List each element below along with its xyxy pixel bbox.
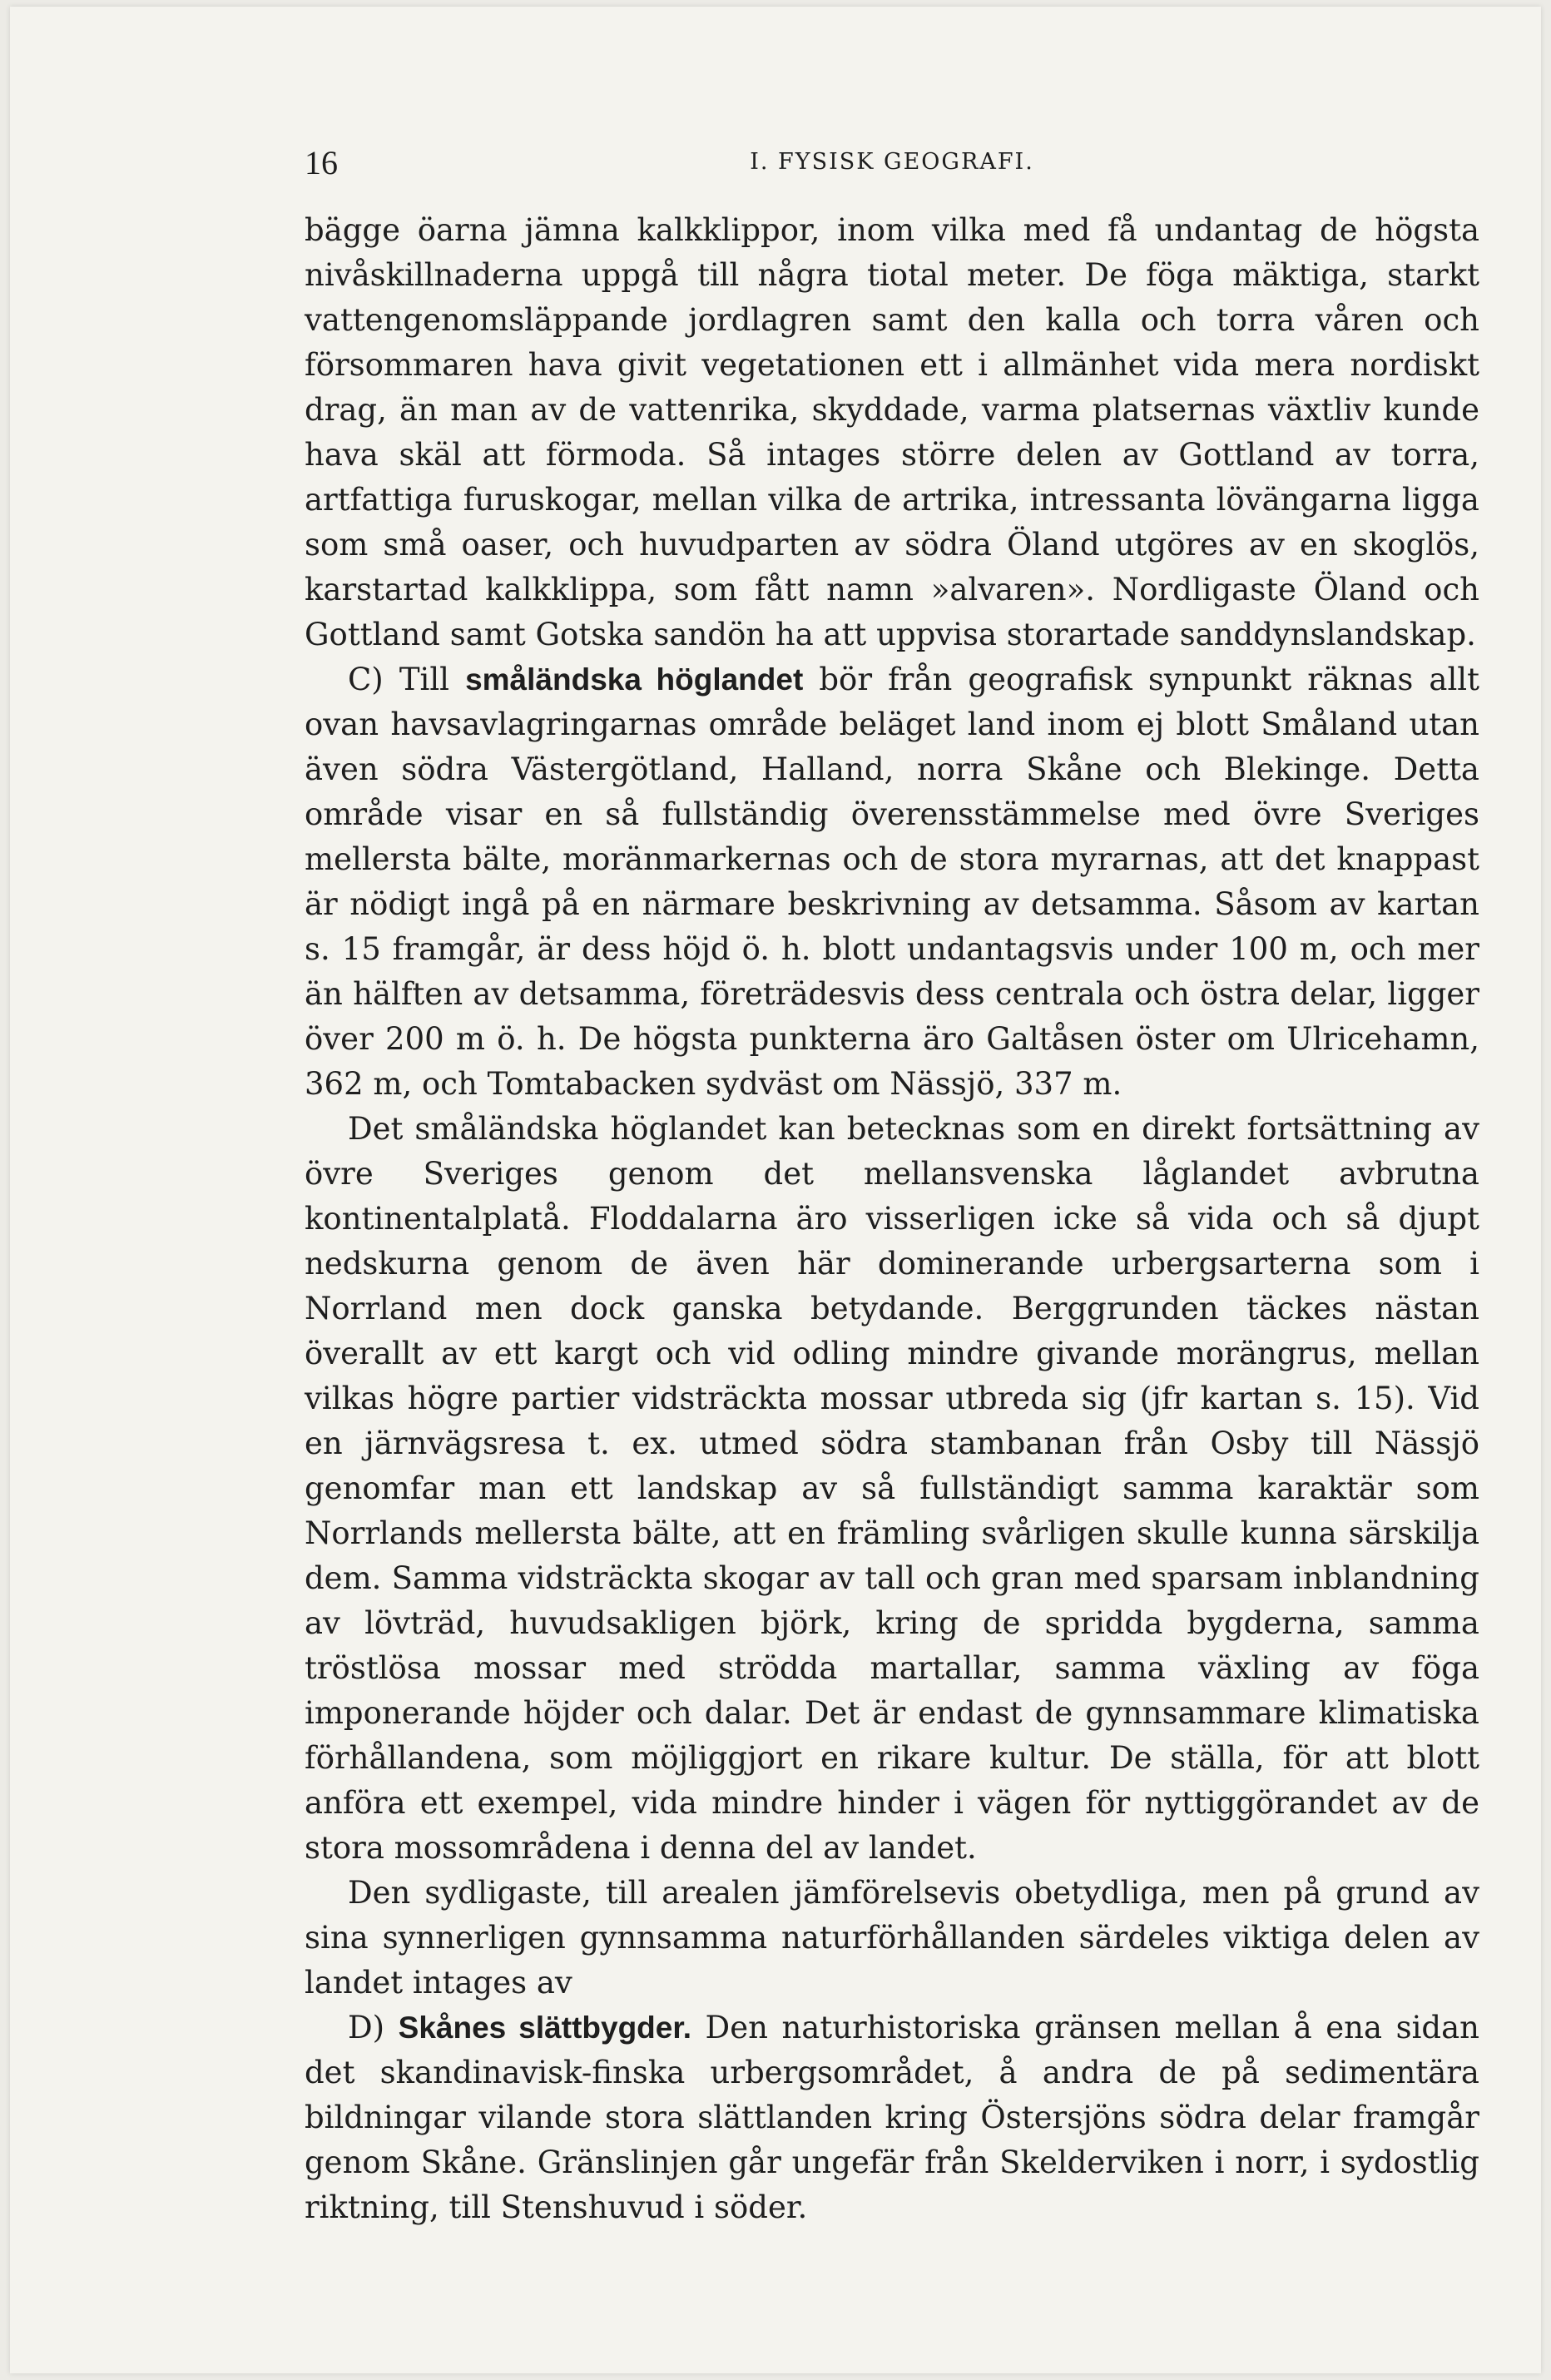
section-heading: småländska höglandet — [465, 662, 804, 697]
paragraph-skane-plains — [305, 2006, 1479, 2230]
paragraph-highland-description — [305, 1107, 1479, 1871]
section-marker: C) Till — [348, 662, 466, 697]
paragraph-text: bägge öarna jämna kalkklippor, inom vilka med få undantag de högsta nivåskillnaderna uppgå till några tiotal meter. De föga mäktiga, starkt vattengenomsläppande jordlagren samt den kalla och torra våren och försommaren hava givit vegetationen ett i allmänhet vida mera nordiskt drag, än man av de vattenrika, skyddade, varma platsernas växtliv kunde hava skäl att förmoda. Så intages större delen av Gottland av torra, artfattiga furuskogar, mellan vilka de artrika, intressanta lövängarna ligga som små oaser, och huvudparten av södra Öland utgöres av en skoglös, karstartad kalkklippa, som fått namn »alvaren». Nordligaste Öland och Gottland samt Gotska sandön ha att uppvisa storartade sanddynslandskap. — [305, 212, 1479, 652]
body-text — [305, 208, 1479, 2230]
section-marker: D) — [348, 2010, 399, 2045]
book-page — [10, 7, 1541, 2373]
page-content — [305, 130, 1479, 2230]
section-heading: Skånes slättbygder. — [398, 2011, 691, 2045]
section-title: I. FYSISK GEOGRAFI. — [750, 149, 1034, 175]
running-header — [305, 130, 1479, 191]
paragraph-southernmost — [305, 1871, 1479, 2006]
paragraph-islands — [305, 208, 1479, 657]
paragraph-smaland-highlands — [305, 657, 1479, 1107]
paragraph-text: bör från geografisk synpunkt räknas allt ovan havsavlagringarnas område beläget land inom ej blott Småland utan även södra Västergötland, Halland, norra Skåne och Blekinge. Detta område visar en så fullständig överensstämmelse med övre Sveriges mellersta bälte, moränmarkernas och de stora myrarnas, att det knappast är nödigt ingå på en närmare beskrivning av detsamma. Såsom av kartan s. 15 framgår, är dess höjd ö. h. blott undantagsvis under 100 m, och mer än hälften av detsamma, företrädesvis dess centrala och östra delar, ligger över 200 m ö. h. De högsta punkterna äro Galtåsen öster om Ulricehamn, 362 m, och Tomtabacken sydväst om Nässjö, 337 m. — [305, 662, 1479, 1102]
paragraph-text: Den sydligaste, till arealen jämförelsevis obetydliga, men på grund av sina synnerligen gynnsamma naturförhållanden särdeles viktiga delen av landet intages av — [305, 1875, 1479, 2001]
page-number: 16 — [305, 144, 338, 181]
paragraph-text: Den naturhistoriska gränsen mellan å ena sidan det skandinavisk-finska urbergsområdet, å andra de på sedimentära bildningar vilande stora slättlanden kring Östersjöns södra delar framgår genom Skåne. Gränslinjen går ungefär från Skelderviken i norr, i sydostlig riktning, till Stenshuvud i söder. — [305, 2010, 1479, 2225]
paragraph-text: Det småländska höglandet kan betecknas som en direkt fortsättning av övre Sveriges genom det mellansvenska låglandet avbrutna kontinentalplatå. Floddalarna äro visserligen icke så vida och så djupt nedskurna genom de även här dominerande urbergsarterna som i Norrland men dock ganska betydande. Berggrunden täckes nästan överallt av ett kargt och vid odling mindre givande morängrus, mellan vilkas högre partier vidsträckta mossar utbreda sig (jfr kartan s. 15). Vid en järnvägsresa t. ex. utmed södra stambanan från Osby till Nässjö genomfar man ett landskap av så fullständigt samma karaktär som Norrlands mellersta bälte, att en främling svårligen skulle kunna särskilja dem. Samma vidsträckta skogar av tall och gran med sparsam inblandning av lövträd, huvudsakligen björk, kring de spridda bygderna, samma tröstlösa mossar med strödda martallar, samma växling av föga imponerande höjder och dalar. Det är endast de gynnsammare klimatiska förhållandena, som möjliggjort en rikare kultur. De ställa, för att blott anföra ett exempel, vida mindre hinder i vägen för nyttiggörandet av de stora mossområdena i denna del av landet. — [305, 1111, 1479, 1866]
